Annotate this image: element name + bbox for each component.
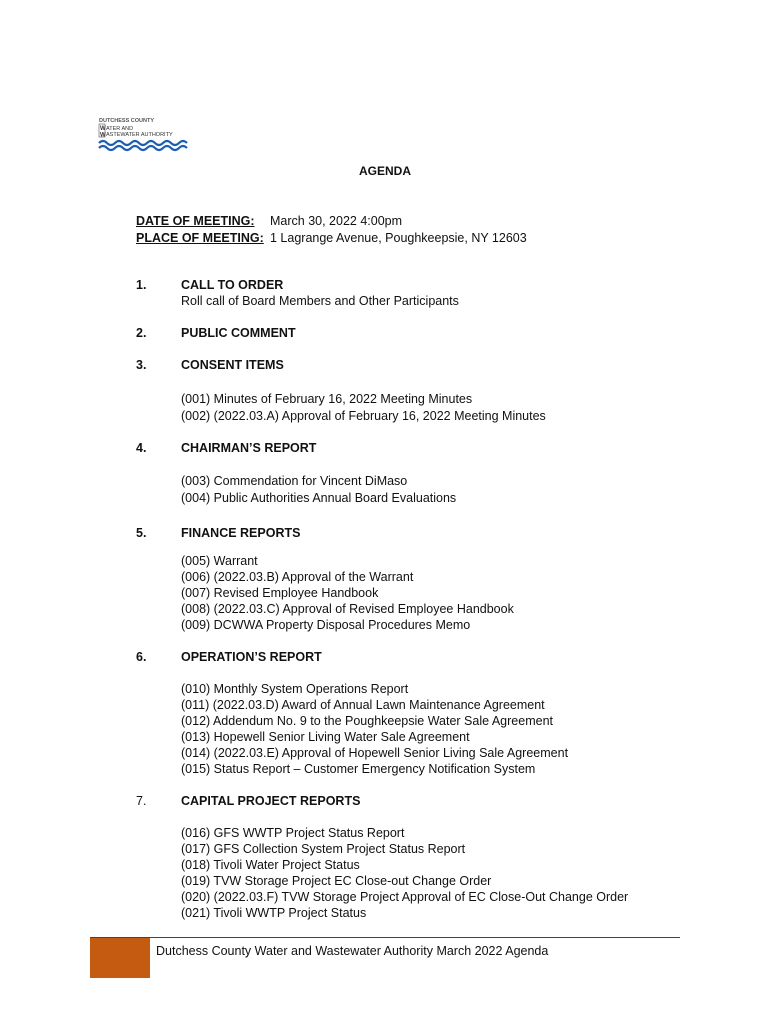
agenda-subitem: (014) (2022.03.E) Approval of Hopewell Senior Living Sale Agreement bbox=[181, 746, 569, 760]
agenda-subitem: (006) (2022.03.B) Approval of the Warrant bbox=[181, 570, 414, 584]
agenda-subitem: (010) Monthly System Operations Report bbox=[181, 682, 409, 696]
agenda-subitem: (008) (2022.03.C) Approval of Revised Employee Handbook bbox=[181, 602, 514, 616]
agenda-subitem: (018) Tivoli Water Project Status bbox=[181, 858, 360, 872]
item-heading-consent-items: CONSENT ITEMS bbox=[181, 358, 284, 372]
agenda-subitem: (013) Hopewell Senior Living Water Sale Agreement bbox=[181, 730, 470, 744]
meeting-place-row bbox=[136, 231, 527, 245]
item-number: 6. bbox=[136, 650, 147, 664]
item-number: 1. bbox=[136, 278, 147, 292]
agenda-subitem: (005) Warrant bbox=[181, 554, 258, 568]
agenda-subitem: (011) (2022.03.D) Award of Annual Lawn Maintenance Agreement bbox=[181, 698, 545, 712]
footer-text: Dutchess County Water and Wastewater Authority March 2022 Agenda bbox=[156, 944, 549, 958]
agenda-subitem: (017) GFS Collection System Project Status Report bbox=[181, 842, 466, 856]
agenda-subitem: (015) Status Report – Customer Emergency Notification System bbox=[181, 762, 536, 776]
item-heading-capital-project-reports: CAPITAL PROJECT REPORTS bbox=[181, 794, 361, 808]
logo-line2: ATER AND bbox=[106, 126, 134, 132]
waves-icon bbox=[99, 141, 187, 150]
agenda-subitem: (009) DCWWA Property Disposal Procedures Memo bbox=[181, 618, 471, 632]
agenda-subitem: (012) Addendum No. 9 to the Poughkeepsie Water Sale Agreement bbox=[181, 714, 553, 728]
item-number: 2. bbox=[136, 326, 147, 340]
meeting-place-label: PLACE OF MEETING: bbox=[136, 231, 264, 245]
meeting-date-row bbox=[136, 214, 402, 228]
agenda-subitem: (001) Minutes of February 16, 2022 Meeting Minutes bbox=[181, 392, 473, 406]
logo-line3: ASTEWATER AUTHORITY bbox=[106, 132, 173, 138]
footer-accent-block bbox=[90, 938, 150, 978]
item-number: 5. bbox=[136, 526, 147, 540]
authority-logo bbox=[98, 116, 190, 154]
agenda-subitem: (021) Tivoli WWTP Project Status bbox=[181, 906, 367, 920]
agenda-subitem: (007) Revised Employee Handbook bbox=[181, 586, 379, 600]
page-title: AGENDA bbox=[358, 164, 411, 178]
agenda-subitem: (003) Commendation for Vincent DiMaso bbox=[181, 474, 408, 488]
logo-line1: DUTCHESS COUNTY bbox=[99, 118, 155, 124]
agenda-subitem: Roll call of Board Members and Other Participants bbox=[181, 294, 459, 308]
agenda-subitem: (004) Public Authorities Annual Board Evaluations bbox=[181, 491, 457, 505]
agenda-subitem: (020) (2022.03.F) TVW Storage Project Approval of EC Close-Out Change Order bbox=[181, 890, 629, 904]
agenda-subitem: (016) GFS WWTP Project Status Report bbox=[181, 826, 405, 840]
item-heading-operations-report: OPERATION’S REPORT bbox=[181, 650, 322, 664]
item-number: 4. bbox=[136, 441, 147, 455]
item-heading-finance-reports: FINANCE REPORTS bbox=[181, 526, 301, 540]
meeting-date-value: March 30, 2022 4:00pm bbox=[270, 214, 403, 228]
svg-text:W: W bbox=[100, 132, 106, 139]
item-heading-call-to-order: CALL TO ORDER bbox=[181, 278, 284, 292]
svg-text:W: W bbox=[100, 126, 106, 132]
item-number: 7. bbox=[136, 794, 147, 808]
agenda-subitem: (002) (2022.03.A) Approval of February 16, 2022 Meeting Minutes bbox=[181, 409, 546, 423]
item-heading-public-comment: PUBLIC COMMENT bbox=[181, 326, 296, 340]
meeting-place-value: 1 Lagrange Avenue, Poughkeepsie, NY 12603 bbox=[270, 231, 527, 245]
item-number: 3. bbox=[136, 358, 147, 372]
footer-divider bbox=[90, 937, 680, 938]
agenda-subitem: (019) TVW Storage Project EC Close-out Change Order bbox=[181, 874, 492, 888]
meeting-date-label: DATE OF MEETING: bbox=[136, 214, 255, 228]
item-heading-chairmans-report: CHAIRMAN’S REPORT bbox=[181, 441, 317, 455]
